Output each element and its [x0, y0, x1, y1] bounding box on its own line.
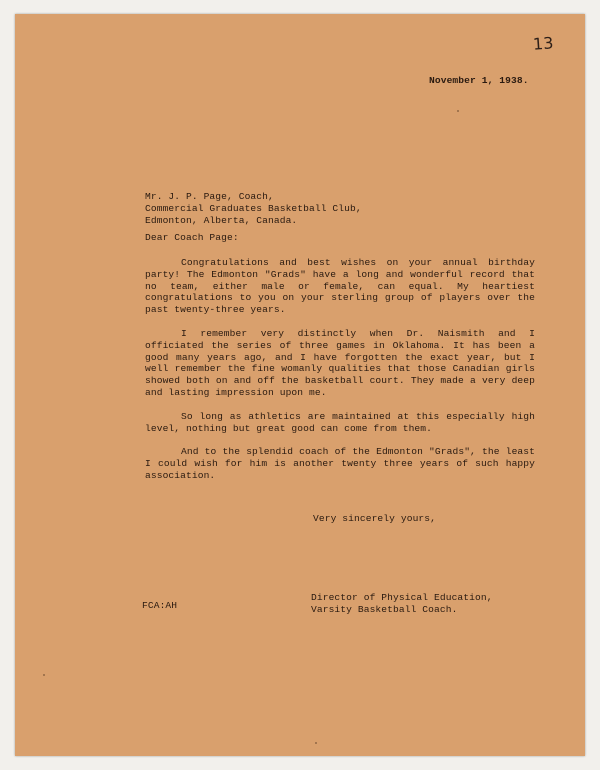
signature-block: [311, 592, 493, 616]
body-paragraph: Congratulations and best wishes on your annual birthday party! The Edmonton "Grads" have a long and wonderful record that no team, either male or female, can equal. My heartiest congratulations to you on your sterling group of players over the past twenty-three years.: [145, 257, 535, 316]
signature-line: Director of Physical Education,: [311, 592, 493, 603]
typist-initials: FCA:AH: [142, 600, 178, 611]
recipient-address: [145, 191, 362, 226]
signature-line: Varsity Basketball Coach.: [311, 603, 458, 615]
recipient-line: Commercial Graduates Basketball Club,: [145, 202, 362, 214]
letter-body: [145, 257, 535, 494]
paper-speck: [457, 110, 459, 112]
page-number: 13: [532, 33, 555, 54]
letter-date: November 1, 1938.: [429, 75, 529, 86]
paper-speck: [43, 674, 45, 676]
recipient-line: Mr. J. P. Page, Coach,: [145, 191, 274, 202]
body-paragraph: And to the splendid coach of the Edmonton "Grads", the least I could wish for him is another twenty three years of such happy association.: [145, 446, 535, 481]
salutation: Dear Coach Page:: [145, 232, 239, 243]
body-paragraph: I remember very distinctly when Dr. Naismith and I officiated the series of three games in Oklahoma. It has been a good many years ago, and I have forgotten the exact year, but I well remember the fine womanly qualities that those Canadian girls showed both on and off the basketball court. They made a very deep and lasting impression upon me.: [145, 327, 535, 398]
body-paragraph: So long as athletics are maintained at this especially high level, nothing but great good can come from them.: [145, 410, 535, 434]
recipient-line: Edmonton, Alberta, Canada.: [145, 214, 298, 226]
letter-page: [15, 14, 585, 756]
closing: Very sincerely yours,: [313, 513, 437, 524]
paper-speck: [315, 742, 317, 744]
